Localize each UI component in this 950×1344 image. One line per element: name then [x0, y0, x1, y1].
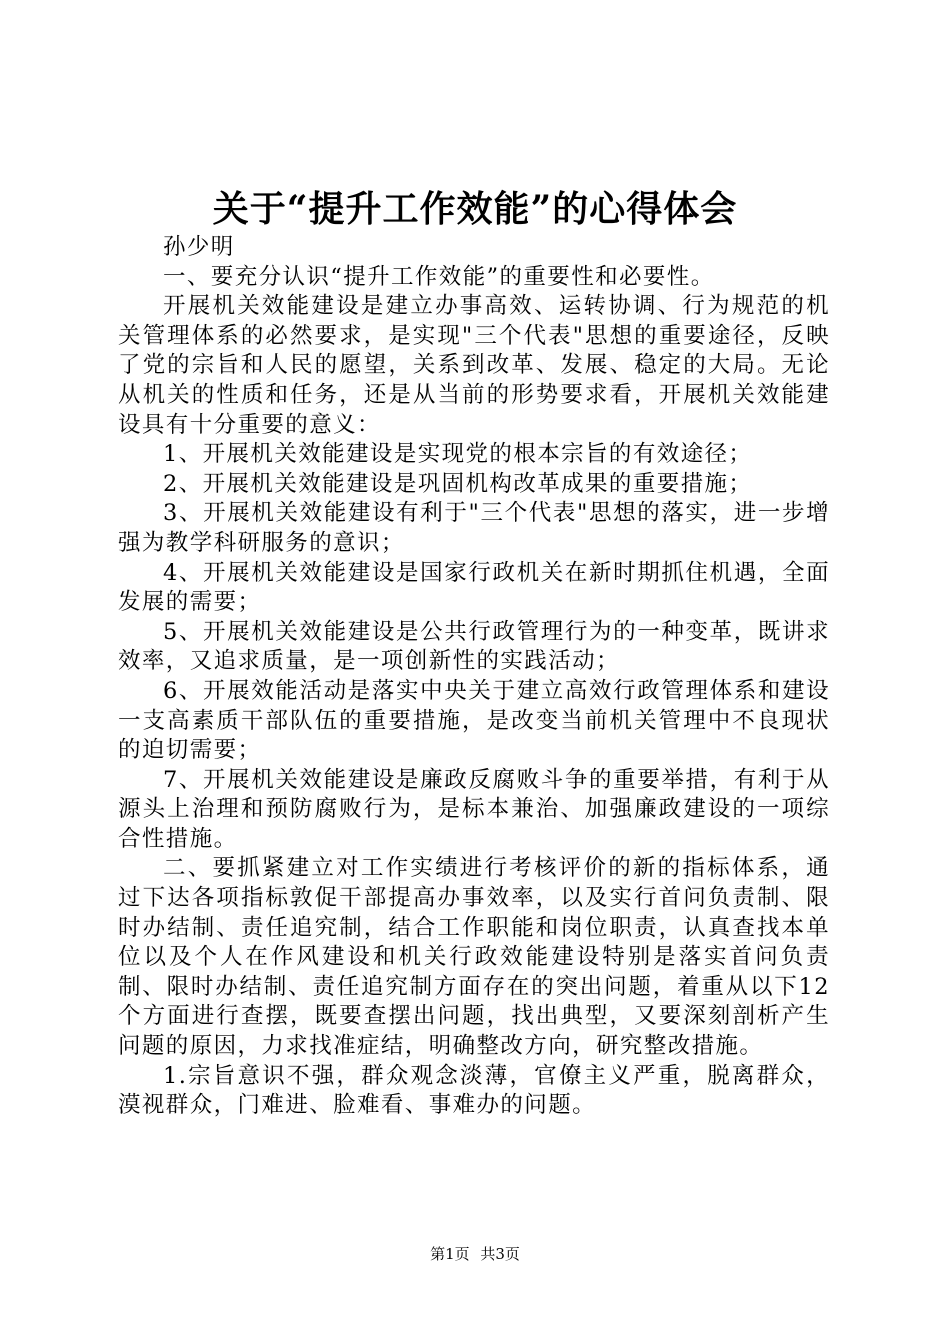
page-number: 第1页: [430, 1245, 470, 1263]
author-line: 孙少明: [163, 234, 235, 260]
page-footer: [0, 1244, 950, 1264]
paragraph: 6、开展效能活动是落实中央关于建立高效行政管理体系和建设一支高素质干部队伍的重要措施，是改变当前机关管理中不良现状的迫切需要；: [118, 677, 830, 764]
document-body: [118, 233, 830, 1121]
document-title: 关于“提升工作效能”的心得体会: [212, 188, 738, 230]
paragraph: 一、要充分认识“提升工作效能”的重要性和必要性。: [163, 263, 715, 290]
paragraph: 1.宗旨意识不强，群众观念淡薄，官僚主义严重，脱离群众，漠视群众，门难进、脸难看、事难办的问题。: [118, 1062, 830, 1119]
paragraph: 5、开展机关效能建设是公共行政管理行为的一种变革，既讲求效率，又追求质量，是一项创新性的实践活动；: [118, 618, 830, 675]
paragraph: 二、要抓紧建立对工作实绩进行考核评价的新的指标体系，通过下达各项指标敦促干部提高办事效率，以及实行首问负责制、限时办结制、责任追究制，结合工作职能和岗位职责，认真查找本单位以及个人在作风建设和机关行政效能建设特别是落实首问负责制、限时办结制、责任追究制方面存在的突出问题，着重从以下12个方面进行查摆，既要查摆出问题，找出典型，又要深刻剖析产生问题的原因，力求找准症结，明确整改方向，研究整改措施。: [118, 855, 830, 1060]
paragraph: 开展机关效能建设是建立办事高效、运转协调、行为规范的机关管理体系的必然要求，是实现"三个代表"思想的重要途径，反映了党的宗旨和人民的愿望，关系到改革、发展、稳定的大局。无论从机关的性质和任务，还是从当前的形势要求看，开展机关效能建设具有十分重要的意义：: [118, 293, 830, 438]
paragraph: 4、开展机关效能建设是国家行政机关在新时期抓住机遇，全面发展的需要；: [118, 559, 830, 616]
paragraph: 7、开展机关效能建设是廉政反腐败斗争的重要举措，有利于从源头上治理和预防腐败行为，是标本兼治、加强廉政建设的一项综合性措施。: [118, 766, 830, 852]
page-total: 共3页: [480, 1245, 520, 1263]
paragraph: 2、开展机关效能建设是巩固机构改革成果的重要措施；: [163, 470, 753, 497]
paragraph: 1、开展机关效能建设是实现党的根本宗旨的有效途径；: [163, 441, 753, 468]
paragraph: 3、开展机关效能建设有利于"三个代表"思想的落实，进一步增强为教学科研服务的意识；: [118, 500, 830, 556]
